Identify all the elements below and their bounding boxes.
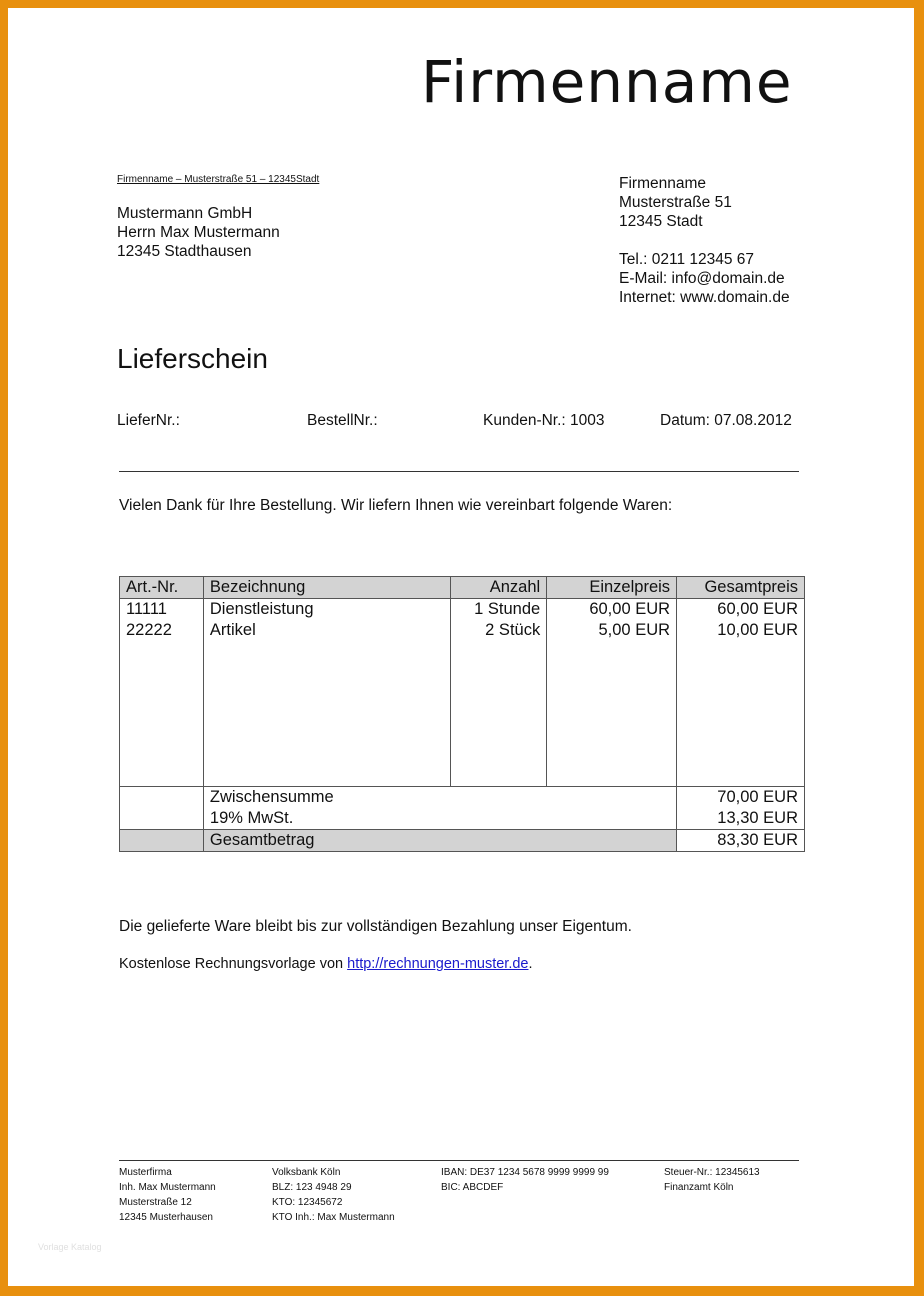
company-info-name: Firmenname bbox=[619, 175, 706, 192]
col-header-art-nr: Art.-Nr. bbox=[120, 577, 204, 599]
table-row bbox=[120, 599, 805, 621]
company-info-city: 12345 Stadt bbox=[619, 213, 703, 230]
footer-street: Musterstraße 12 bbox=[119, 1197, 192, 1208]
cell-bezeichnung: Artikel bbox=[203, 620, 450, 641]
total-value: 83,30 EUR bbox=[677, 830, 805, 852]
company-logo-title: Firmenname bbox=[421, 48, 793, 116]
table-header-row bbox=[120, 577, 805, 599]
recipient-address bbox=[117, 204, 280, 261]
recipient-city: 12345 Stadthausen bbox=[117, 243, 252, 260]
footer-bank-name: Volksbank Köln bbox=[272, 1167, 341, 1178]
template-link[interactable]: http://rechnungen-muster.de bbox=[347, 956, 529, 972]
thanks-text: Vielen Dank für Ihre Bestellung. Wir liefern Ihnen wie vereinbart folgende Waren: bbox=[119, 497, 673, 514]
cell-anzahl: 2 Stück bbox=[451, 620, 547, 641]
company-info-internet: Internet: www.domain.de bbox=[619, 289, 790, 306]
company-contact-block bbox=[619, 174, 790, 307]
total-label: Gesamtbetrag bbox=[203, 830, 676, 852]
footer-iban: IBAN: DE37 1234 5678 9999 9999 99 bbox=[441, 1167, 609, 1178]
ownership-note: Die gelieferte Ware bleibt bis zur vollständigen Bezahlung unser Eigentum. bbox=[119, 918, 632, 935]
cell-art-nr: 11111 bbox=[120, 599, 204, 621]
tax-row bbox=[120, 808, 805, 830]
customer-number: Kunden-Nr.: 1003 bbox=[483, 412, 605, 429]
table-row bbox=[120, 620, 805, 641]
company-info-street: Musterstraße 51 bbox=[619, 194, 732, 211]
recipient-person: Herrn Max Mustermann bbox=[117, 224, 280, 241]
items-table bbox=[119, 576, 805, 852]
cell-bezeichnung: Dienstleistung bbox=[203, 599, 450, 621]
col-header-gesamtpreis: Gesamtpreis bbox=[677, 577, 805, 599]
delivery-number-label: LieferNr.: bbox=[117, 412, 180, 429]
template-note-suffix: . bbox=[528, 956, 533, 972]
template-note-prefix: Kostenlose Rechnungsvorlage von bbox=[119, 956, 348, 972]
footer-kto-owner: KTO Inh.: Max Mustermann bbox=[272, 1212, 395, 1223]
document-date: Datum: 07.08.2012 bbox=[660, 412, 792, 429]
footer-tax-column bbox=[664, 1165, 760, 1195]
col-header-einzelpreis: Einzelpreis bbox=[547, 577, 677, 599]
template-note bbox=[119, 956, 533, 972]
total-row bbox=[120, 830, 805, 852]
footer-bic: BIC: ABCDEF bbox=[441, 1182, 504, 1193]
watermark-text: Vorlage Katalog bbox=[38, 1242, 102, 1252]
cell-gesamtpreis: 10,00 EUR bbox=[677, 620, 805, 641]
sender-return-line: Firmenname – Musterstraße 51 – 12345Stadt bbox=[117, 174, 320, 185]
recipient-company: Mustermann GmbH bbox=[117, 205, 253, 222]
cell-anzahl: 1 Stunde bbox=[451, 599, 547, 621]
document-page bbox=[8, 8, 914, 1286]
tax-label: 19% MwSt. bbox=[203, 808, 676, 830]
header-divider bbox=[119, 471, 799, 472]
footer-owner: Inh. Max Mustermann bbox=[119, 1182, 216, 1193]
document-title: Lieferschein bbox=[117, 343, 268, 374]
cell-art-nr: 22222 bbox=[120, 620, 204, 641]
subtotal-label: Zwischensumme bbox=[203, 787, 676, 809]
company-info-email: E-Mail: info@domain.de bbox=[619, 270, 785, 287]
cell-gesamtpreis: 60,00 EUR bbox=[677, 599, 805, 621]
cell-einzelpreis: 60,00 EUR bbox=[547, 599, 677, 621]
footer-kto: KTO: 12345672 bbox=[272, 1197, 343, 1208]
subtotal-value: 70,00 EUR bbox=[677, 787, 805, 809]
col-header-bezeichnung: Bezeichnung bbox=[203, 577, 450, 599]
col-header-anzahl: Anzahl bbox=[451, 577, 547, 599]
footer-divider bbox=[119, 1160, 799, 1161]
tax-value: 13,30 EUR bbox=[677, 808, 805, 830]
footer-tax-number: Steuer-Nr.: 12345613 bbox=[664, 1167, 760, 1178]
footer-bank-column bbox=[272, 1165, 395, 1225]
footer-iban-column bbox=[441, 1165, 609, 1195]
table-empty-space bbox=[120, 641, 805, 787]
order-number-label: BestellNr.: bbox=[307, 412, 378, 429]
footer-tax-office: Finanzamt Köln bbox=[664, 1182, 734, 1193]
cell-einzelpreis: 5,00 EUR bbox=[547, 620, 677, 641]
company-info-tel: Tel.: 0211 12345 67 bbox=[619, 251, 755, 268]
footer-city: 12345 Musterhausen bbox=[119, 1212, 213, 1223]
subtotal-row bbox=[120, 787, 805, 809]
footer-blz: BLZ: 123 4948 29 bbox=[272, 1182, 352, 1193]
footer-company-column bbox=[119, 1165, 216, 1225]
footer-company-name: Musterfirma bbox=[119, 1167, 172, 1178]
